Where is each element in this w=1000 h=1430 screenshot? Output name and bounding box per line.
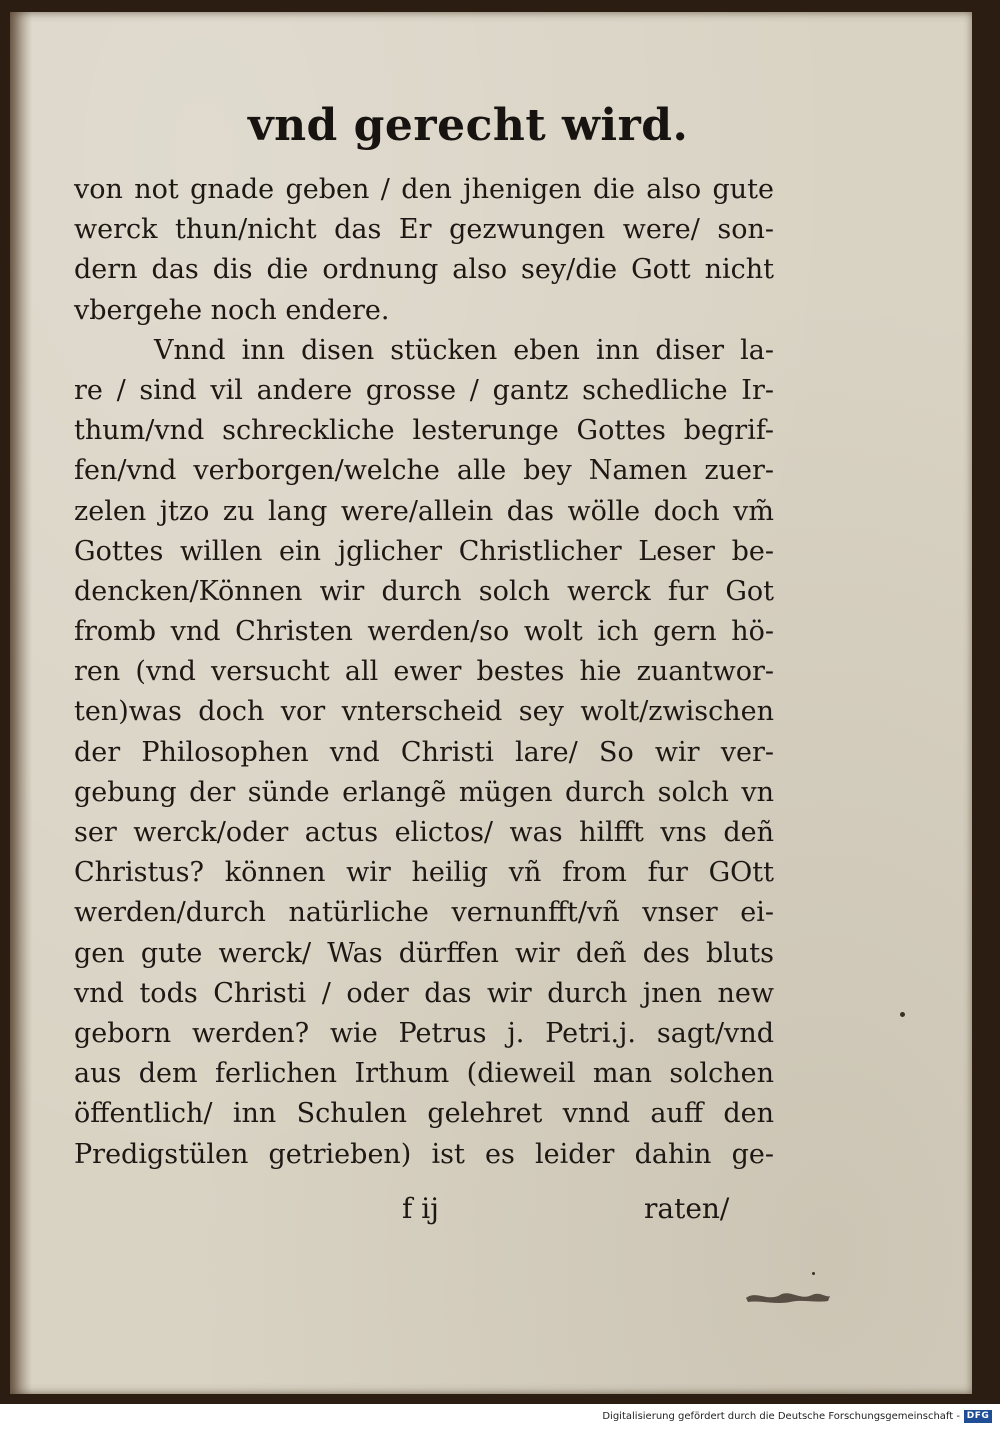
text-line: fromb vnd Christen werden/so wolt ich gern hö-: [74, 616, 774, 648]
page-gutter-shadow: [10, 12, 32, 1394]
paragraph-first-line: Vnnd inn disen stücken eben inn diser la-: [154, 334, 774, 366]
ink-speck: [812, 1272, 815, 1275]
text-line: thum/vnd schreckliche lesterunge Gottes begrif-: [74, 415, 774, 447]
text-line: geborn werden? wie Petrus j. Petri.j. sagt/vnd: [74, 1017, 774, 1049]
ink-speck: [900, 1012, 905, 1017]
text-line: ser werck/oder actus elictos/ was hilfft vns deñ: [74, 817, 774, 848]
dfg-logo: DFG: [964, 1410, 992, 1423]
text-line: Christus? können wir heilig vñ from fur GOtt: [74, 857, 774, 889]
funding-credit: Digitalisierung gefördert durch die Deutsche Forschungsgemeinschaft -: [602, 1411, 960, 1422]
text-line: werden/durch natürliche vernunfft/vñ vnser ei-: [74, 897, 774, 929]
text-line: zelen jtzo zu lang were/allein das wölle doch vm̃: [74, 495, 774, 527]
text-line: werck thun/nicht das Er gezwungen were/ son-: [74, 214, 774, 246]
running-head: vnd gerecht wird.: [248, 100, 689, 151]
text-line: dern das dis die ordnung also sey/die Gott nicht: [74, 254, 774, 286]
text-line: Gottes willen ein jglicher Christlicher Leser be-: [74, 535, 774, 567]
ink-smudge: [742, 1286, 832, 1306]
text-line: gen gute werck/ Was dürffen wir deñ des bluts: [74, 937, 774, 969]
text-line: ten)was doch vor vnterscheid sey wolt/zwischen: [74, 696, 774, 728]
text-line: dencken/Können wir durch solch werck fur Got: [74, 575, 774, 607]
footer-bar: [0, 1404, 1000, 1430]
text-line: gebung der sünde erlangẽ mügen durch solch vn: [74, 776, 774, 808]
text-line: vbergehe noch endere.: [74, 294, 390, 326]
signature-mark: f ij: [402, 1192, 439, 1225]
text-line: von not gnade geben / den jhenigen die also gute: [74, 174, 774, 205]
text-line: re / sind vil andere grosse / gantz schedliche Ir-: [74, 374, 774, 406]
text-line: öffentlich/ inn Schulen gelehret vnnd auff den: [74, 1098, 774, 1130]
text-line: vnd tods Christi / oder das wir durch jnen new: [74, 977, 774, 1009]
text-line: fen/vnd verborgen/welche alle bey Namen zuer-: [74, 455, 774, 487]
catchword: raten/: [644, 1192, 730, 1225]
text-line: der Philosophen vnd Christi lare/ So wir ver-: [74, 736, 774, 768]
text-line: Predigstülen getrieben) ist es leider dahin ge-: [74, 1138, 774, 1170]
body-text: [74, 170, 774, 1175]
text-line: ren (vnd versucht all ewer bestes hie zuantwor-: [74, 656, 774, 688]
text-line: aus dem ferlichen Irthum (dieweil man solchen: [74, 1058, 774, 1090]
